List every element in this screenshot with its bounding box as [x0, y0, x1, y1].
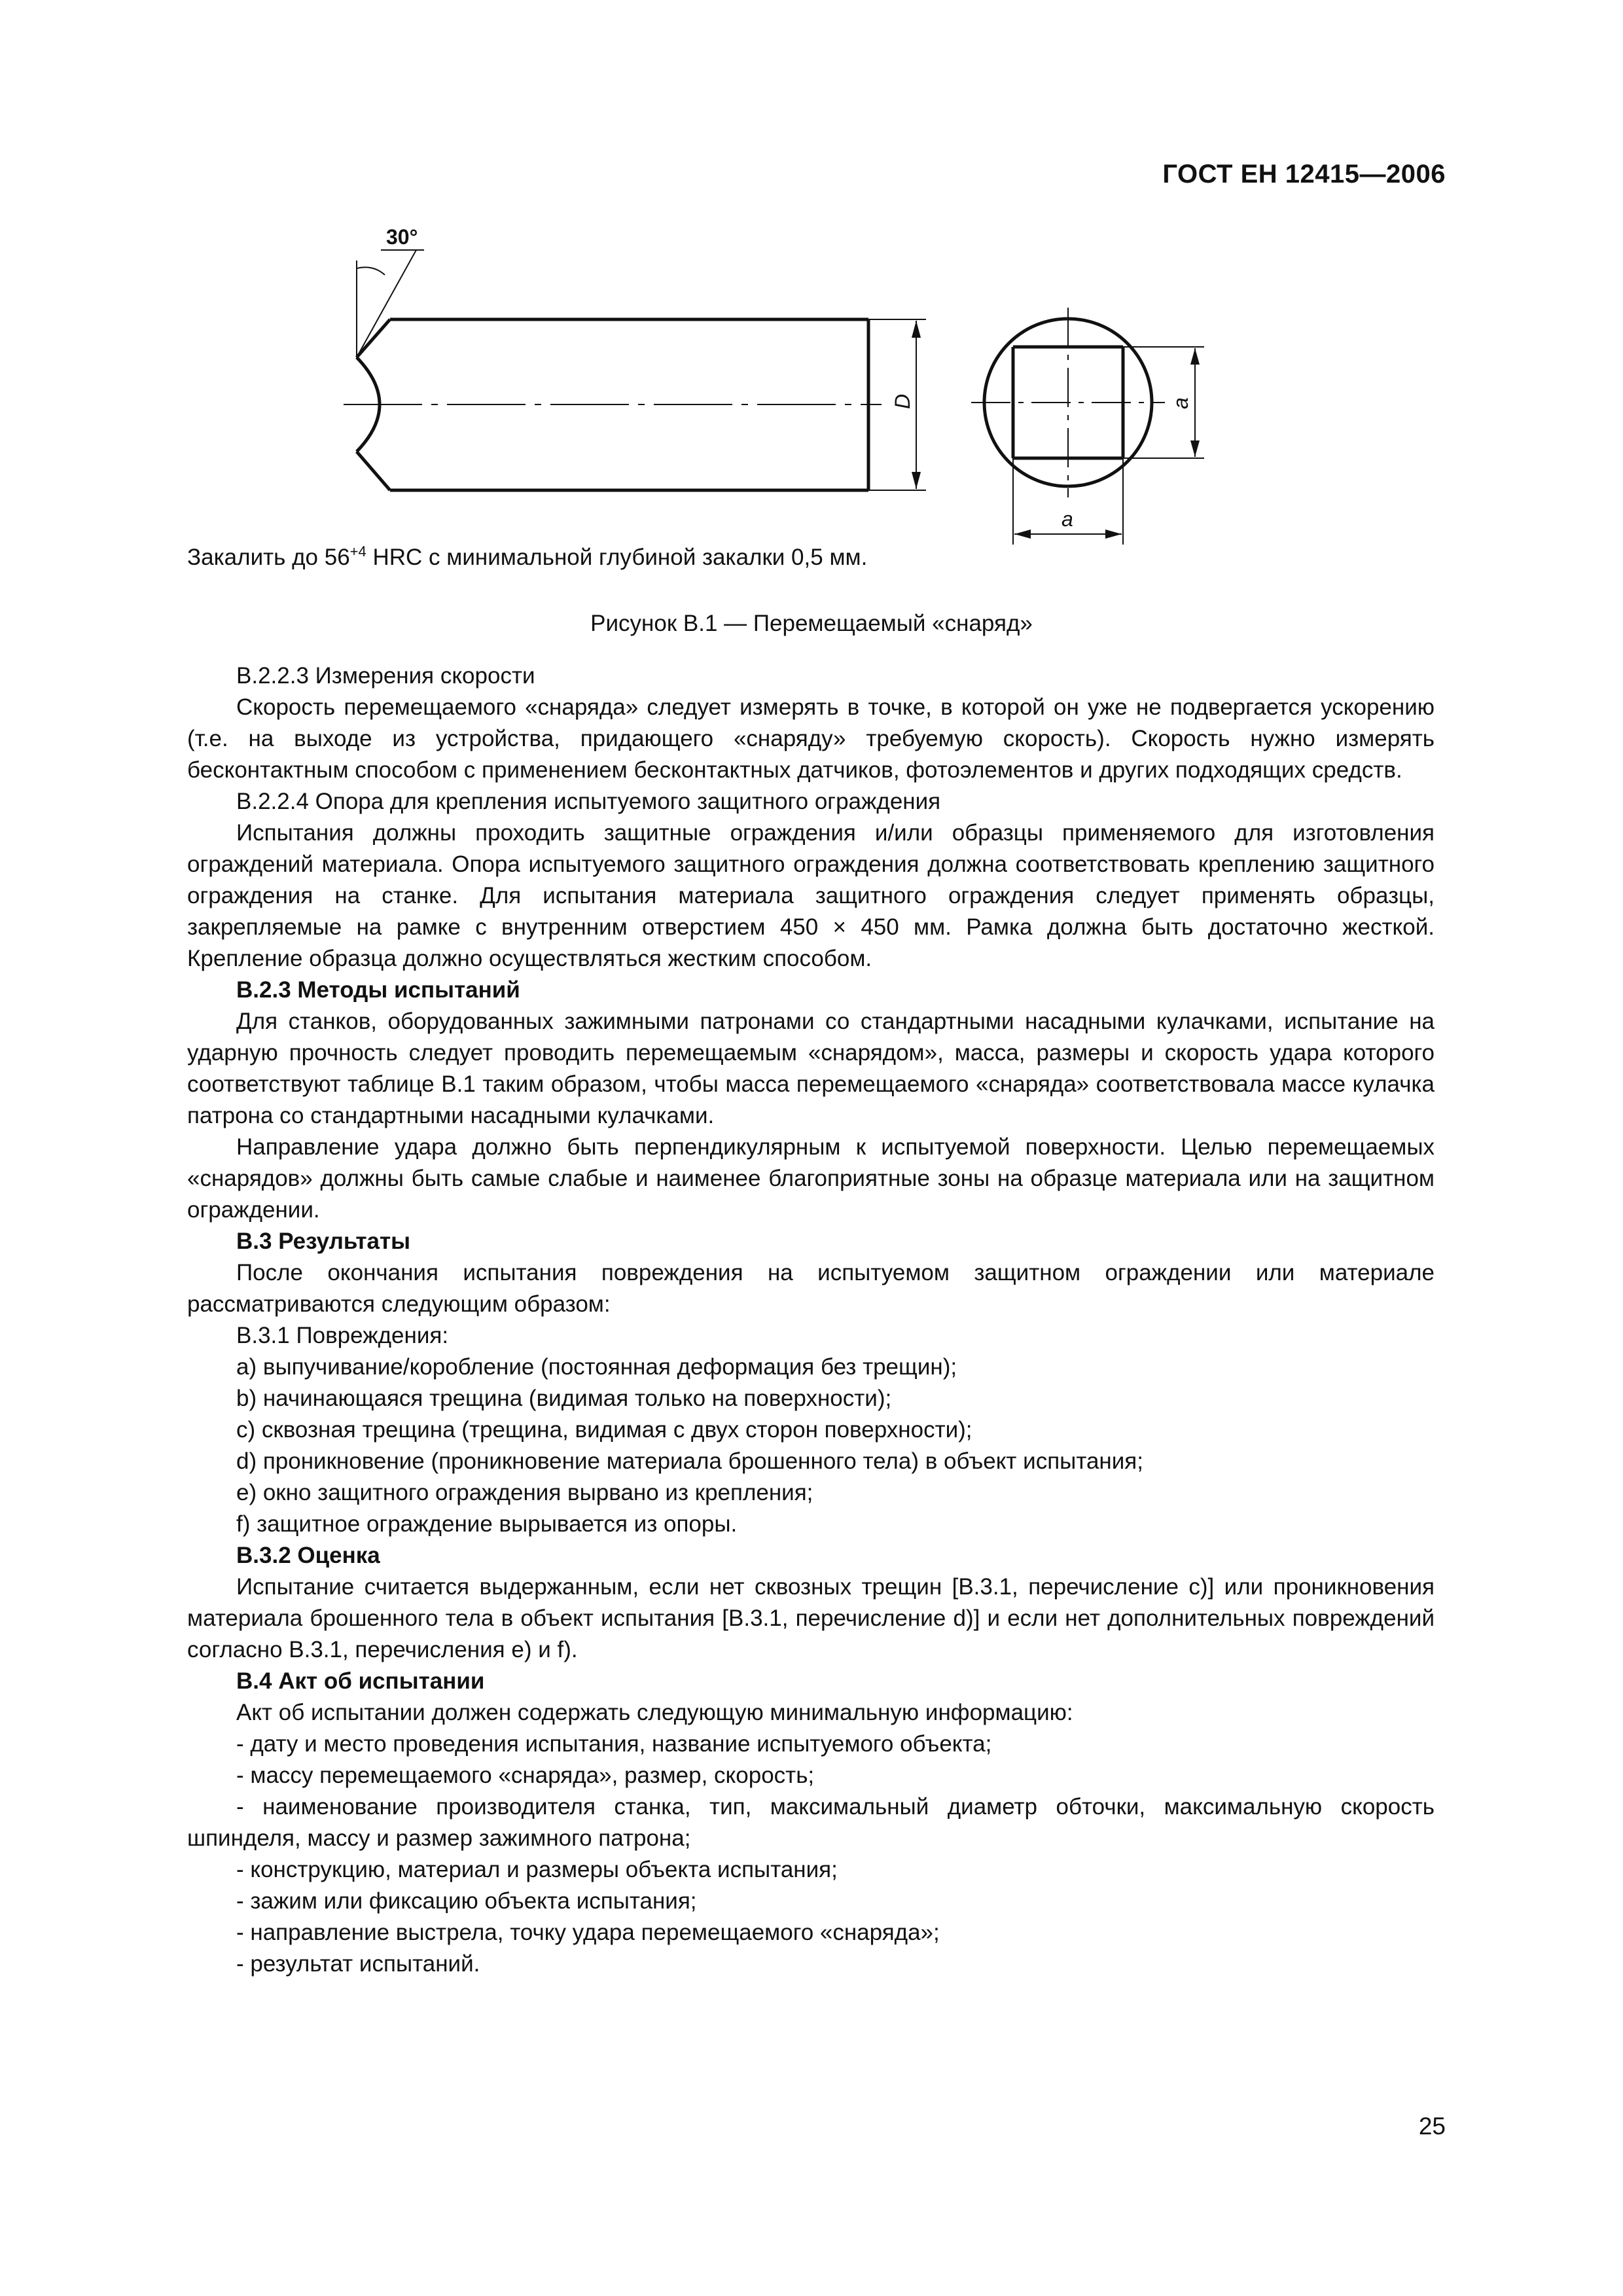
- section-b23-text-2: Направление удара должно быть перпендикулярным к испытуемой поверхности. Целью перемещаемых «снарядов» должны быть самые слабые и наименее благоприятные зоны на образце материала или на защитном ограждении.: [187, 1134, 1435, 1223]
- angle-arc: [357, 267, 385, 275]
- dim-a-horizontal-label: a: [1061, 507, 1073, 531]
- section-b224-text: Испытания должны проходить защитные ограждения и/или образцы применяемого для изготовления ограждений материала. Опора испытуемого защитного ограждения должна соответствовать креплению защитного ограждения на станке. Для испытания материала защитного ограждения следует применять образцы, закрепляемые на рамке с внутренним отверстием 450 × 450 мм. Рамка должна быть достаточно жесткой. Крепление образца должно осуществляться жестким способом.: [187, 820, 1435, 971]
- dim-d-arrow-bottom: [912, 472, 921, 489]
- section-b4-text: Акт об испытании должен содержать следующую минимальную информацию:: [236, 1700, 1073, 1725]
- section-b31-title: В.3.1 Повреждения:: [236, 1323, 449, 1348]
- list-item: - направление выстрела, точку удара перемещаемого «снаряда»;: [236, 1920, 940, 1945]
- list-item: - наименование производителя станка, тип, максимальный диаметр обточки, максимальную скорость шпинделя, массу и размер зажимного патрона;: [187, 1794, 1435, 1851]
- angle-label: 30°: [386, 225, 418, 249]
- dim-a-arrow-bottom: [1190, 440, 1200, 457]
- cone-top: [357, 319, 390, 357]
- dim-a-vertical-label: a: [1169, 397, 1192, 409]
- section-b224-title: В.2.2.4 Опора для крепления испытуемого защитного ограждения: [236, 789, 941, 814]
- list-item: d) проникновение (проникновение материала брошенного тела) в объект испытания;: [236, 1448, 1143, 1474]
- figure-caption: Рисунок В.1 — Перемещаемый «снаряд»: [590, 611, 1033, 636]
- section-b32-title: В.3.2 Оценка: [236, 1543, 380, 1568]
- list-item: f) защитное ограждение вырывается из опоры.: [236, 1511, 738, 1537]
- dim-a-arrow-top: [1190, 348, 1200, 365]
- section-b23-text-1: Для станков, оборудованных зажимными патронами со стандартными насадными кулачками, испытание на ударную прочность следует проводить перемещаемым «снарядом», масса, размеры и скорость удара которого соответствуют таблице В.1 таким образом, чтобы масса перемещаемого «снаряда» соответствовала массе кулачка патрона со стандартными насадными кулачками.: [187, 1009, 1435, 1128]
- hardening-note: Закалить до $56^{+4}$ HRC с минимальной глубиной закалки 0,5 мм.: [187, 543, 868, 570]
- dim-a-arrow-right: [1105, 529, 1122, 539]
- section-b223-title: В.2.2.3 Измерения скорости: [236, 663, 535, 689]
- document-header: ГОСТ ЕН 12415—2006: [1162, 160, 1446, 188]
- main-text: [187, 660, 1435, 1980]
- angle-leader: [357, 250, 416, 357]
- list-item: - дату и место проведения испытания, название испытуемого объекта;: [236, 1731, 992, 1757]
- projectile-drawing: [0, 0, 1623, 589]
- list-item: c) сквозная трещина (трещина, видимая с двух сторон поверхности);: [236, 1417, 972, 1443]
- list-item: b) начинающаяся трещина (видимая только на поверхности);: [236, 1386, 892, 1411]
- page-number: 25: [1418, 2113, 1446, 2140]
- list-item: - результат испытаний.: [236, 1951, 480, 1977]
- list-item: a) выпучивание/коробление (постоянная деформация без трещин);: [236, 1354, 957, 1380]
- section-b3-text: После окончания испытания повреждения на испытуемом защитном ограждении или материале рассматриваются следующим образом:: [187, 1260, 1435, 1317]
- section-b3-title: В.3 Результаты: [236, 1229, 410, 1254]
- list-item: - массу перемещаемого «снаряда», размер, скорость;: [236, 1763, 815, 1788]
- dim-a-arrow-left: [1014, 529, 1031, 539]
- section-b223-text: Скорость перемещаемого «снаряда» следует измерять в точке, в которой он уже не подвергается ускорению (т.е. на выходе из устройства, придающего «снаряду» требуемую скорость). Скорость нужно измерять бесконтактным способом с применением бесконтактных датчиков, фотоэлементов и других подходящих средств.: [187, 694, 1435, 783]
- dim-d-label: D: [891, 393, 914, 409]
- list-item: - зажим или фиксацию объекта испытания;: [236, 1888, 697, 1914]
- section-b32-text: Испытание считается выдержанным, если нет сквозных трещин [В.3.1, перечисление c)] или проникновения материала брошенного тела в объект испытания [В.3.1, перечисление d)] и если нет дополнительных повреждений согласно В.3.1, перечисления e) и f).: [187, 1574, 1435, 1662]
- list-item: e) окно защитного ограждения вырвано из крепления;: [236, 1480, 813, 1505]
- section-b23-title: В.2.3 Методы испытаний: [236, 977, 520, 1003]
- cone-bottom: [357, 452, 390, 490]
- dim-d-arrow-top: [912, 321, 921, 338]
- section-b4-title: В.4 Акт об испытании: [236, 1668, 485, 1694]
- list-item: - конструкцию, материал и размеры объекта испытания;: [236, 1857, 838, 1882]
